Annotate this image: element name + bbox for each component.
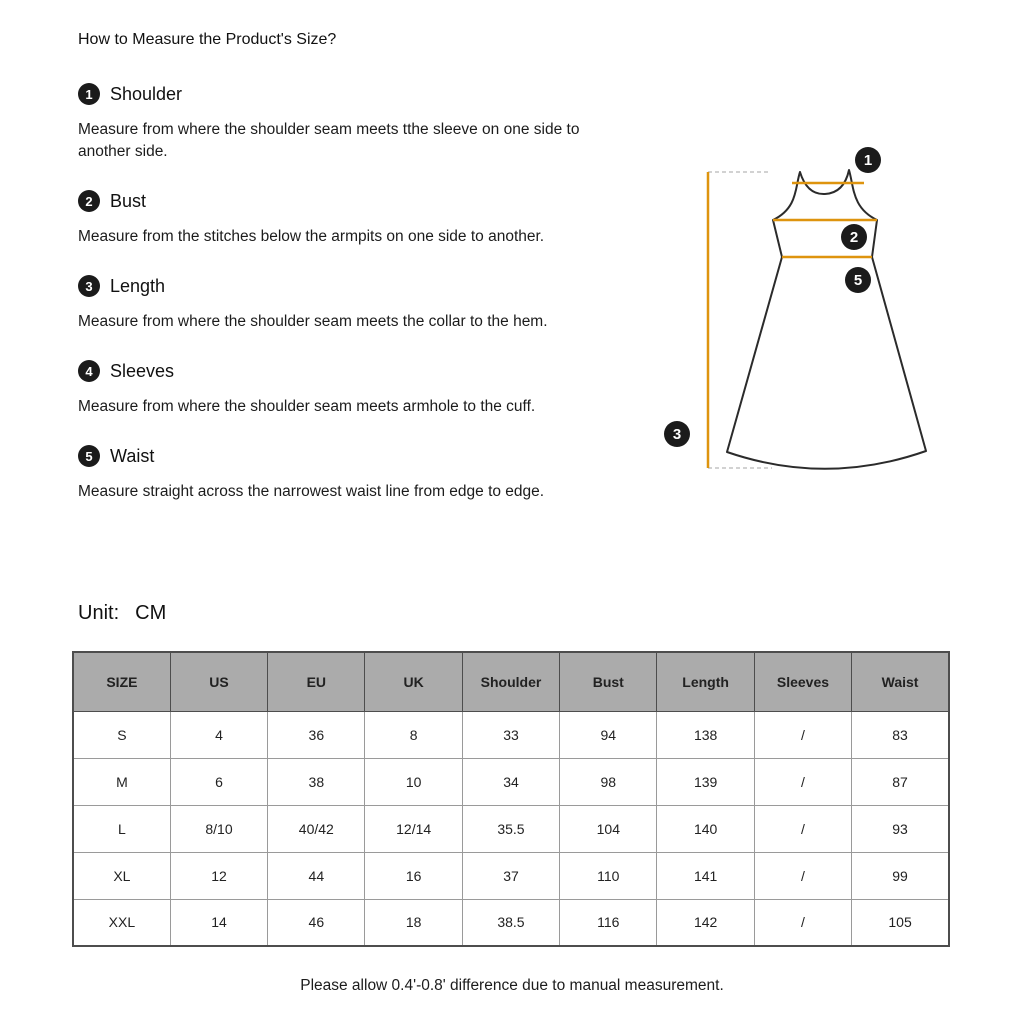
value-cell: 116 xyxy=(560,899,657,946)
section-sleeves xyxy=(78,360,631,418)
section-label: Waist xyxy=(110,445,155,466)
value-cell: / xyxy=(754,805,851,852)
dress-measurement-diagram xyxy=(640,130,960,490)
size-table-header-row xyxy=(73,652,949,711)
measure-description: Measure from the stitches below the armpits on one side to another. xyxy=(78,228,545,245)
size-cell: XL xyxy=(73,852,170,899)
column-header: Shoulder xyxy=(462,652,559,711)
size-table xyxy=(72,651,950,947)
value-cell: 104 xyxy=(560,805,657,852)
table-row xyxy=(73,805,949,852)
value-cell: 4 xyxy=(170,711,267,758)
section-label: Bust xyxy=(110,190,147,211)
section-heading xyxy=(78,445,631,467)
value-cell: 142 xyxy=(657,899,754,946)
size-cell: XXL xyxy=(73,899,170,946)
value-cell: 44 xyxy=(268,852,365,899)
value-cell: 8/10 xyxy=(170,805,267,852)
value-cell: 139 xyxy=(657,758,754,805)
value-cell: / xyxy=(754,758,851,805)
value-cell: 34 xyxy=(462,758,559,805)
value-cell: 37 xyxy=(462,852,559,899)
value-cell: 33 xyxy=(462,711,559,758)
value-cell: 140 xyxy=(657,805,754,852)
measure-description: Measure from where the shoulder seam meets the collar to the hem. xyxy=(78,313,548,330)
section-heading xyxy=(78,360,631,382)
value-cell: 138 xyxy=(657,711,754,758)
value-cell: 98 xyxy=(560,758,657,805)
table-row xyxy=(73,899,949,946)
section-shoulder xyxy=(78,83,631,163)
section-label: Sleeves xyxy=(110,360,175,381)
unit-value: CM xyxy=(135,602,167,624)
value-cell: 110 xyxy=(560,852,657,899)
value-cell: 35.5 xyxy=(462,805,559,852)
column-header: EU xyxy=(268,652,365,711)
column-header: Length xyxy=(657,652,754,711)
measure-description: Measure straight across the narrowest waist line from edge to edge. xyxy=(78,483,545,500)
value-cell: 38 xyxy=(268,758,365,805)
table-row xyxy=(73,711,949,758)
column-header: Waist xyxy=(852,652,949,711)
value-cell: 105 xyxy=(852,899,949,946)
measure-description: Measure from where the shoulder seam meets armhole to the cuff. xyxy=(78,398,536,415)
marker-2-label: 2 xyxy=(849,229,859,246)
value-cell: 94 xyxy=(560,711,657,758)
section-label: Shoulder xyxy=(110,83,183,104)
size-table-head xyxy=(73,652,949,711)
section-label: Length xyxy=(110,275,166,296)
marker-5-label: 5 xyxy=(853,272,863,289)
size-table-body xyxy=(73,711,949,946)
column-header: Sleeves xyxy=(754,652,851,711)
value-cell: 40/42 xyxy=(268,805,365,852)
value-cell: / xyxy=(754,899,851,946)
marker-3 xyxy=(664,421,690,447)
marker-2 xyxy=(841,224,867,250)
size-cell: M xyxy=(73,758,170,805)
unit-label: Unit: xyxy=(78,602,120,624)
page-title: How to Measure the Product's Size? xyxy=(78,31,337,48)
value-cell: 46 xyxy=(268,899,365,946)
value-cell: 141 xyxy=(657,852,754,899)
table-row xyxy=(73,852,949,899)
section-heading xyxy=(78,190,631,212)
unit-line xyxy=(78,602,166,625)
instructions-column xyxy=(78,30,631,530)
value-cell: 87 xyxy=(852,758,949,805)
column-header: Bust xyxy=(560,652,657,711)
column-header: US xyxy=(170,652,267,711)
value-cell: 38.5 xyxy=(462,899,559,946)
value-cell: 36 xyxy=(268,711,365,758)
section-waist xyxy=(78,445,631,503)
number-3-badge-icon: 3 xyxy=(78,275,100,297)
value-cell: 83 xyxy=(852,711,949,758)
value-cell: 12 xyxy=(170,852,267,899)
marker-5 xyxy=(845,267,871,293)
marker-3-label: 3 xyxy=(672,426,682,443)
section-heading xyxy=(78,83,631,105)
value-cell: 16 xyxy=(365,852,462,899)
value-cell: 14 xyxy=(170,899,267,946)
column-header: UK xyxy=(365,652,462,711)
value-cell: / xyxy=(754,852,851,899)
column-header: SIZE xyxy=(73,652,170,711)
table-row xyxy=(73,758,949,805)
value-cell: 10 xyxy=(365,758,462,805)
marker-1-label: 1 xyxy=(863,152,873,169)
section-length xyxy=(78,275,631,333)
measurement-note: Please allow 0.4'-0.8' difference due to manual measurement. xyxy=(300,977,724,994)
size-cell: L xyxy=(73,805,170,852)
section-heading xyxy=(78,275,631,297)
marker-1 xyxy=(855,147,881,173)
value-cell: 12/14 xyxy=(365,805,462,852)
measure-description: Measure from where the shoulder seam meets tthe sleeve on one side to another side. xyxy=(78,121,580,160)
number-4-badge-icon: 4 xyxy=(78,360,100,382)
value-cell: / xyxy=(754,711,851,758)
value-cell: 8 xyxy=(365,711,462,758)
value-cell: 99 xyxy=(852,852,949,899)
section-bust xyxy=(78,190,631,248)
number-5-badge-icon: 5 xyxy=(78,445,100,467)
value-cell: 6 xyxy=(170,758,267,805)
value-cell: 93 xyxy=(852,805,949,852)
number-1-badge-icon: 1 xyxy=(78,83,100,105)
dress-outline xyxy=(727,170,926,469)
number-2-badge-icon: 2 xyxy=(78,190,100,212)
value-cell: 18 xyxy=(365,899,462,946)
size-cell: S xyxy=(73,711,170,758)
